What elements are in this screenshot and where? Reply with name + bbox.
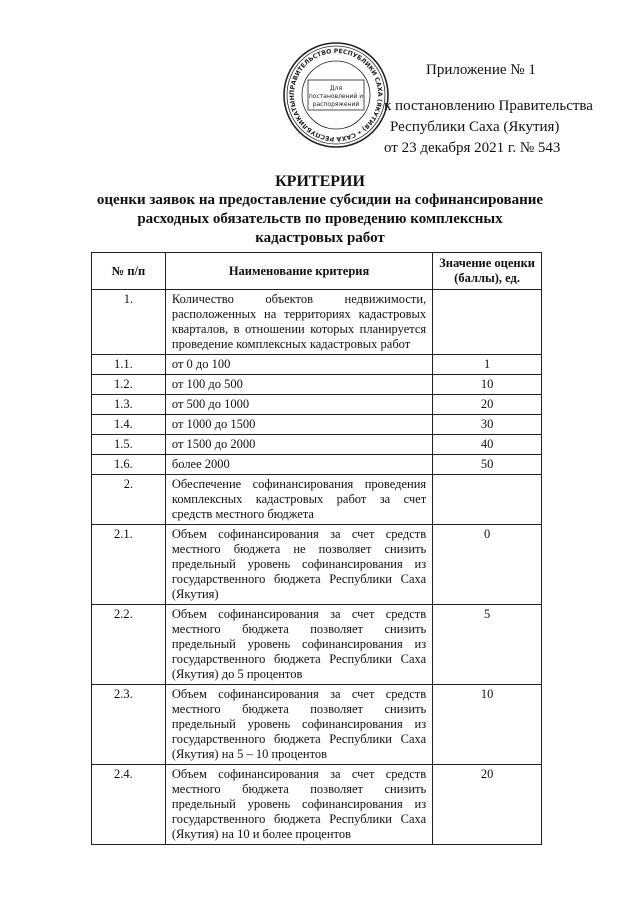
row-number: 1. (92, 290, 166, 355)
row-criterion: Количество объектов недвижимости, расположенных на территориях кадастровых кварталов, в отношении которых планируется проведение комплексных кадастровых работ (165, 290, 432, 355)
table-row (92, 355, 542, 375)
document-title (95, 172, 545, 248)
row-criterion: Объем софинансирования за счет средств местного бюджета позволяет снизить предельный уровень софинансирования из государственного бюджета Республики Саха (Якутия) на 10 и более процентов (165, 765, 432, 845)
row-criterion: от 1000 до 1500 (165, 415, 432, 435)
row-value (433, 475, 542, 525)
row-value: 30 (433, 415, 542, 435)
row-criterion: Объем софинансирования за счет средств местного бюджета позволяет снизить предельный уровень софинансирования из государственного бюджета Республики Саха (Якутия) до 5 процентов (165, 605, 432, 685)
row-value: 20 (433, 765, 542, 845)
row-number: 1.6. (92, 455, 166, 475)
row-criterion: Обеспечение софинансирования проведения комплексных кадастровых работ за счет средств местного бюджета (165, 475, 432, 525)
header-value: Значение оценки (баллы), ед. (433, 253, 542, 290)
row-criterion: более 2000 (165, 455, 432, 475)
table-header-row (92, 253, 542, 290)
header-criterion: Наименование критерия (165, 253, 432, 290)
row-number: 2. (92, 475, 166, 525)
row-number: 2.2. (92, 605, 166, 685)
seal-ring-text: ПРАВИТЕЛЬСТВО РЕСПУБЛИКИ САХА (ЯКУТИЯ) • САХА РЕСПУБЛИКАТЫН (288, 47, 384, 143)
row-value: 10 (433, 375, 542, 395)
title-subtitle: оценки заявок на предоставление субсидии на софинансирование расходных обязательств по проведению комплексных кадастровых работ (96, 192, 544, 246)
row-number: 2.4. (92, 765, 166, 845)
row-criterion: от 100 до 500 (165, 375, 432, 395)
row-number: 2.3. (92, 685, 166, 765)
row-value: 0 (433, 525, 542, 605)
appendix-line3: Республики Саха (Якутия) (390, 119, 560, 135)
row-number: 1.5. (92, 435, 166, 455)
table-row (92, 435, 542, 455)
table-row (92, 685, 542, 765)
row-value: 1 (433, 355, 542, 375)
seal-center-line1: Для (329, 85, 343, 92)
appendix-number: Приложение № 1 (426, 62, 536, 78)
row-value: 10 (433, 685, 542, 765)
row-number: 1.2. (92, 375, 166, 395)
appendix-header (372, 60, 612, 159)
row-criterion: от 1500 до 2000 (165, 435, 432, 455)
table-row (92, 455, 542, 475)
row-number: 1.1. (92, 355, 166, 375)
title-heading: КРИТЕРИИ (275, 173, 365, 190)
row-value: 50 (433, 455, 542, 475)
appendix-line2: к постановлению Правительства (384, 98, 593, 114)
appendix-line4: от 23 декабря 2021 г. № 543 (384, 140, 561, 156)
row-value: 5 (433, 605, 542, 685)
row-criterion: Объем софинансирования за счет средств местного бюджета не позволяет снизить предельный уровень софинансирования из государственного бюджета Республики Саха (Якутия) (165, 525, 432, 605)
seal-center-line2: постановлений и (308, 93, 364, 100)
row-criterion: от 0 до 100 (165, 355, 432, 375)
table-row (92, 765, 542, 845)
row-value: 20 (433, 395, 542, 415)
table-row (92, 475, 542, 525)
table-row (92, 415, 542, 435)
row-number: 2.1. (92, 525, 166, 605)
row-number: 1.4. (92, 415, 166, 435)
table-body (92, 290, 542, 845)
row-criterion: от 500 до 1000 (165, 395, 432, 415)
table-row (92, 375, 542, 395)
row-value: 40 (433, 435, 542, 455)
table-row (92, 290, 542, 355)
criteria-table (91, 252, 542, 845)
header-num: № п/п (92, 253, 166, 290)
row-number: 1.3. (92, 395, 166, 415)
table-row (92, 525, 542, 605)
table-row (92, 395, 542, 415)
row-value (433, 290, 542, 355)
seal-center-line3: распоряжений (312, 101, 360, 108)
row-criterion: Объем софинансирования за счет средств местного бюджета позволяет снизить предельный уровень софинансирования из государственного бюджета Республики Саха (Якутия) на 5 – 10 процентов (165, 685, 432, 765)
table-row (92, 605, 542, 685)
